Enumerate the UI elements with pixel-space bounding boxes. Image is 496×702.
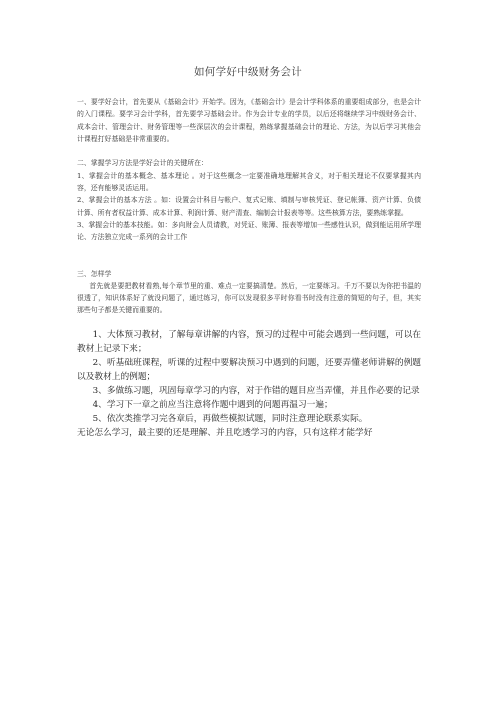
section2-item-1: 1、掌握会计的基本概念、基本理论 。对于这些概念一定要准确地理解其含义，对于相关理论不仅要掌握其内容，还有能够灵活运用。: [77, 171, 421, 193]
blank-line: [77, 145, 421, 157]
study-step-3: 3、多做练习题，巩固每章学习的内容，对于作错的题目应当弄懂，并且作必要的记录: [92, 385, 420, 396]
closing-line: 无论怎么学习，最主要的还是理解、并且吃透学习的内容，只有这样才能学好: [77, 427, 373, 438]
section2-item-3: 3、掌握会计的基本技能。如：多向财会人员请教，对凭证、账簿、报表等增加一些感性认识，做到能运用所学理论、方法独立完成一系列的会计工作: [77, 220, 421, 242]
section1-paragraph: 一、要学好会计，首先要从《基础会计》开始学。因为，《基础会计》是会计学科体系的重要组成部分，也是会计的入门课程。要学习会计学科，首先要学习基础会计。作为会计专业的学员，以后还将继续学习中级财务会计、成本会计、管理会计、财务管理等一些深层次的会计课程，熟练掌握基础会计的理论、方法，为以后学习其他会计课程打好基础是非常重要的。: [77, 98, 421, 143]
section3-paragraph: 首先就是要把教材看熟,每个章节里的重、难点一定要搞清楚。然后，一定要练习。千万不要以为你把书温的很透了，知识体系好了就没问题了，通过练习，你可以发现很多平时你看书时没有注意的简短的句子，但，其实那些句子都是关键而重要的。: [77, 281, 421, 315]
section3-heading: 三、怎样学: [77, 269, 112, 278]
study-step-1: 1、大体预习教材，了解每章讲解的内容，预习的过程中可能会遇到一些问题，可以在教材上记录下来；: [77, 329, 421, 354]
study-step-4: 4、学习下一章之前应当注意将作题中遇到的问题再温习一遍；: [92, 399, 333, 410]
section2-heading: 二、掌握学习方法是学好会计的关键所在：: [77, 159, 208, 168]
study-step-5: 5、依次类推学习完各章后，再做些模拟试题，同时注意理论联系实际。: [92, 413, 368, 424]
blank-line: [77, 244, 421, 268]
section2-item-2: 2、掌握会计的基本方法 。如：设置会计科目与帐户、复式记账、填制与审核凭证、登记帐簿、资产计算、负债计算、所有者权益计算、成本计算、利润计算、财产清查、编制会计报表等等。这些核算方法，要熟练掌握。: [77, 196, 421, 217]
document-title: 如何学好中级财务会计: [194, 66, 302, 78]
blank-line: [77, 317, 421, 328]
study-step-2: 2、听基础班课程，听课的过程中要解决预习中遇到的问题，还要弄懂老师讲解的例题以及教材上的例题；: [77, 357, 421, 382]
document-body: [77, 96, 421, 440]
